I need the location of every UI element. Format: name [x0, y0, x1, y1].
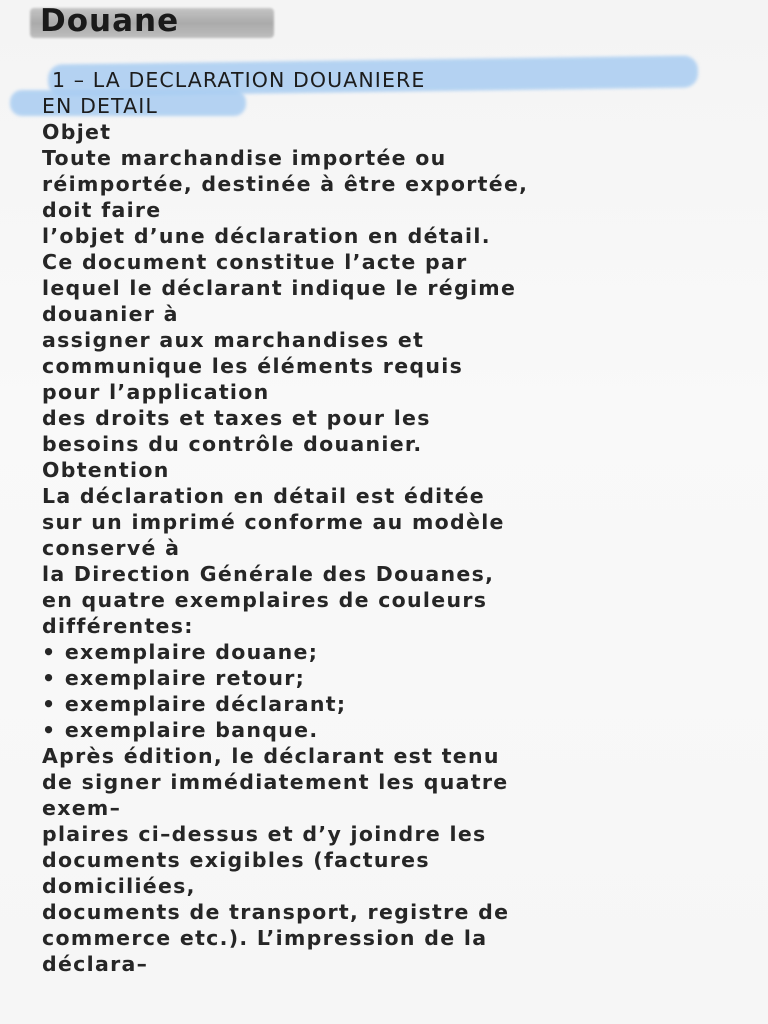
section-heading-line-1: 1 – LA DECLARATION DOUANIERE — [52, 68, 426, 92]
text-line: domiciliées, — [42, 874, 196, 898]
text-line: documents de transport, registre de — [42, 900, 510, 924]
text-line: conservé à — [42, 536, 181, 560]
text-line: pour l’application — [42, 380, 270, 404]
subheading-obtention: Obtention — [42, 458, 170, 482]
text-line: sur un imprimé conforme au modèle — [42, 510, 505, 534]
document-body — [42, 67, 742, 977]
text-line: différentes: — [42, 614, 194, 638]
text-line: communique les éléments requis — [42, 354, 464, 378]
text-line: besoins du contrôle douanier. — [42, 432, 423, 456]
text-line: la Direction Générale des Douanes, — [42, 562, 495, 586]
subheading-objet: Objet — [42, 120, 112, 144]
page-title: Douane — [40, 3, 180, 39]
text-line: La déclaration en détail est éditée — [42, 484, 485, 508]
text-line: déclara– — [42, 952, 149, 976]
bullet-item: • exemplaire retour; — [42, 666, 306, 690]
text-line: des droits et taxes et pour les — [42, 406, 431, 430]
text-line: Toute marchandise importée ou — [42, 146, 447, 170]
text-line: Après édition, le déclarant est tenu — [42, 744, 500, 768]
text-line: réimportée, destinée à être exportée, — [42, 172, 529, 196]
title-block — [30, 3, 274, 40]
text-line: doit faire — [42, 198, 162, 222]
text-line: l’objet d’une déclaration en détail. — [42, 224, 491, 248]
text-line: plaires ci–dessus et d’y joindre les — [42, 822, 487, 846]
bullet-item: • exemplaire douane; — [42, 640, 319, 664]
text-line: documents exigibles (factures — [42, 848, 430, 872]
section-heading-line-2: EN DETAIL — [42, 94, 158, 118]
text-line: assigner aux marchandises et — [42, 328, 425, 352]
text-line: Ce document constitue l’acte par — [42, 250, 468, 274]
text-line: commerce etc.). L’impression de la — [42, 926, 488, 950]
text-line: douanier à — [42, 302, 179, 326]
text-line: de signer immédiatement les quatre — [42, 770, 509, 794]
bullet-item: • exemplaire déclarant; — [42, 692, 347, 716]
text-line: exem– — [42, 796, 122, 820]
text-line: lequel le déclarant indique le régime — [42, 276, 517, 300]
bullet-item: • exemplaire banque. — [42, 718, 319, 742]
text-line: en quatre exemplaires de couleurs — [42, 588, 488, 612]
